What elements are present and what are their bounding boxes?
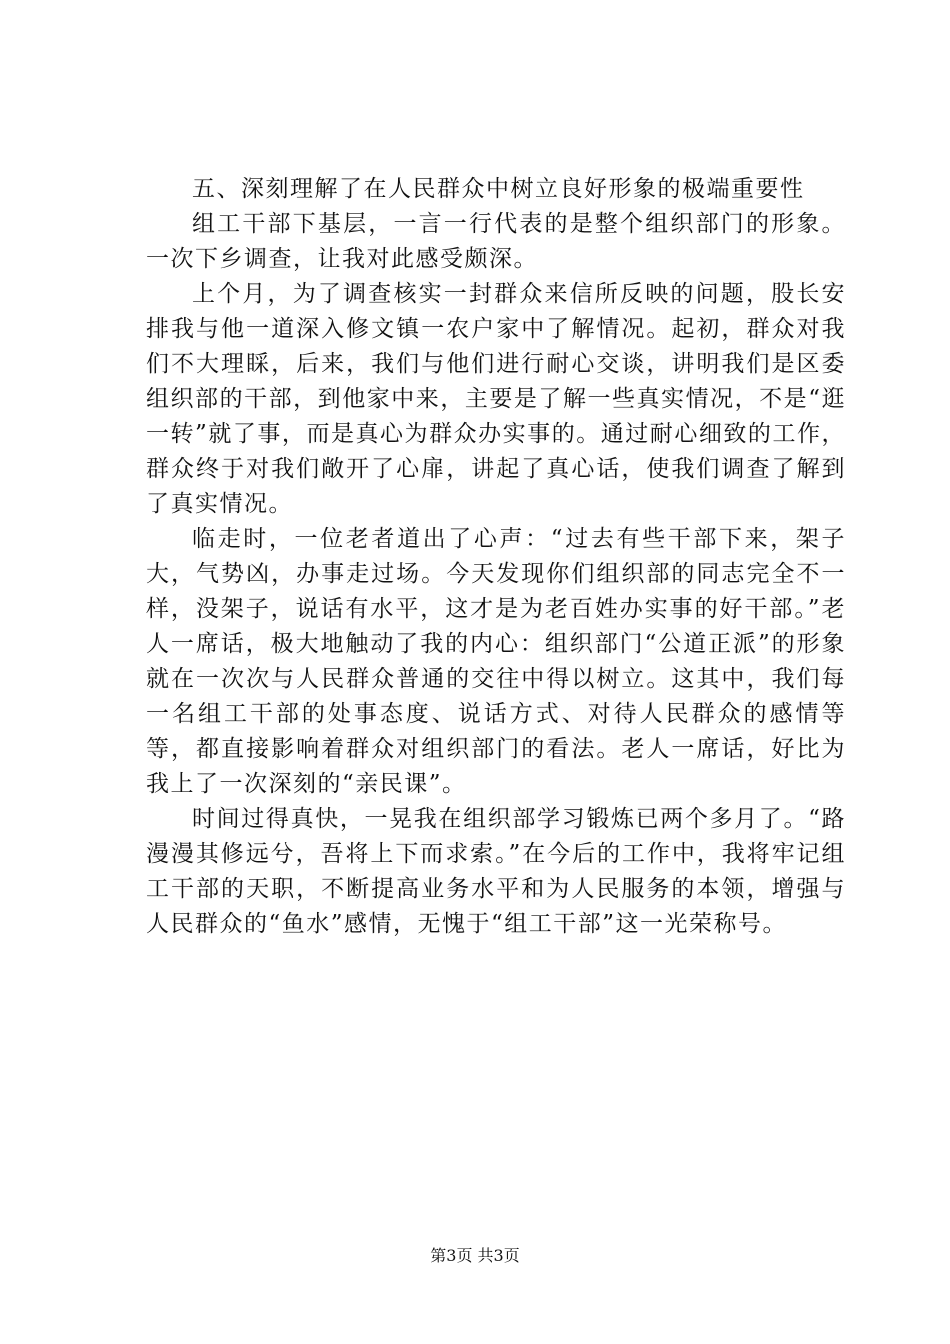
- paragraph-2: 上个月，为了调查核实一封群众来信所反映的问题，股长安排我与他一道深入修文镇一农户家中了解情况。起初，群众对我们不大理睬，后来，我们与他们进行耐心交谈，讲明我们是区委组织部的干部，到他家中来，主要是了解一些真实情况，不是“逛一转”就了事，而是真心为群众办实事的。通过耐心细致的工作，群众终于对我们敞开了心扉，讲起了真心话，使我们调查了解到了真实情况。: [146, 281, 846, 517]
- paragraph-1: 组工干部下基层，一言一行代表的是整个组织部门的形象。一次下乡调查，让我对此感受颇深。: [146, 211, 846, 272]
- document-body: [146, 172, 846, 942]
- paragraph-3: 临走时，一位老者道出了心声：“过去有些干部下来，架子大，气势凶，办事走过场。今天发现你们组织部的同志完全不一样，没架子，说话有水平，这才是为老百姓办实事的好干部。”老人一席话，极大地触动了我的内心：组织部门“公道正派”的形象就在一次次与人民群众普通的交往中得以树立。这其中，我们每一名组工干部的处事态度、说话方式、对待人民群众的感情等等，都直接影响着群众对组织部门的看法。老人一席话，好比为我上了一次深刻的“亲民课”。: [146, 526, 846, 797]
- page-footer: 第3页 共3页: [430, 1246, 520, 1265]
- section-heading: 五、深刻理解了在人民群众中树立良好形象的极端重要性: [192, 176, 805, 202]
- paragraph-4: 时间过得真快，一晃我在组织部学习锻炼已两个多月了。“路漫漫其修远兮，吾将上下而求索。”在今后的工作中，我将牢记组工干部的天职，不断提高业务水平和为人民服务的本领，增强与人民群众的“鱼水”感情，无愧于“组工干部”这一光荣称号。: [146, 806, 846, 937]
